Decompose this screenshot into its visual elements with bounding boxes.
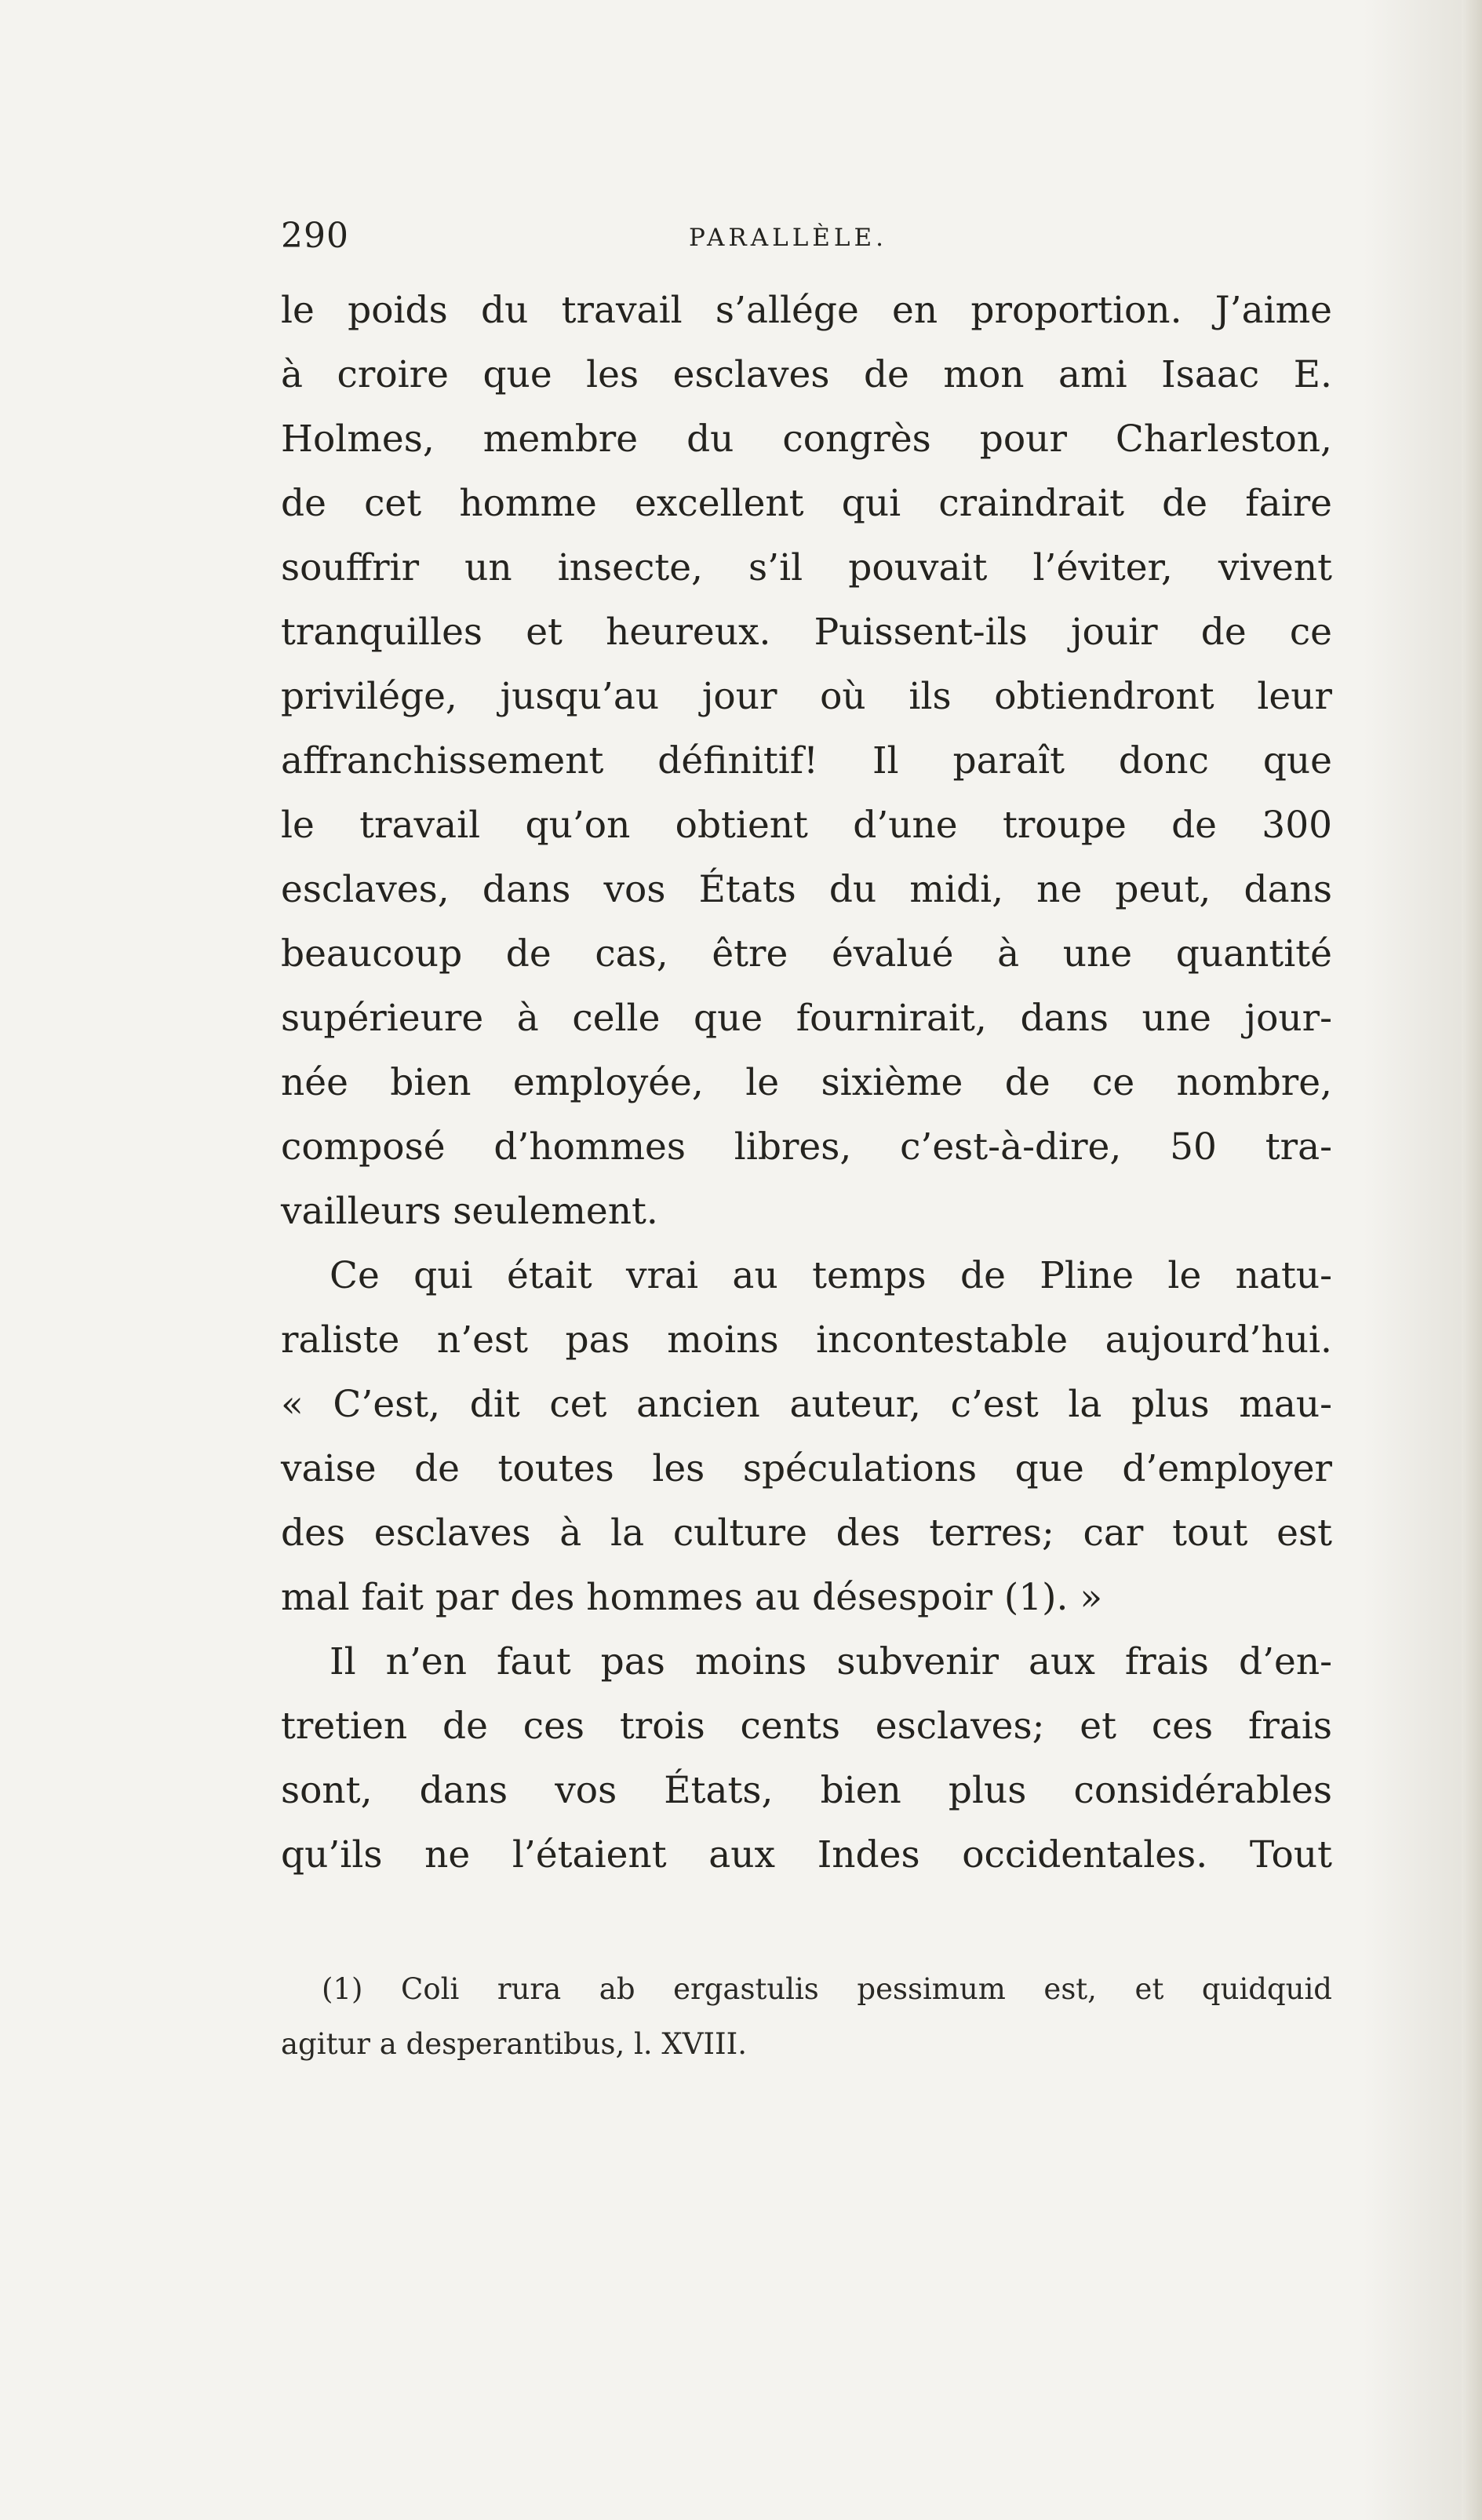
text-line: née bien employée, le sixième de ce nombre, — [281, 1061, 1332, 1104]
text-line: le poids du travail s’allége en proportion. J’aime — [281, 289, 1332, 332]
text-line: Holmes, membre du congrès pour Charleston, — [281, 418, 1332, 461]
text-line: « C’est, dit cet ancien auteur, c’est la plus mau- — [281, 1383, 1332, 1426]
page-edge — [1462, 0, 1482, 2520]
text-line: supérieure à celle que fournirait, dans une jour- — [281, 997, 1332, 1040]
text-line: vailleurs seulement. — [281, 1190, 658, 1233]
paragraph-start: Ce qui était vrai au temps de Pline le natu- — [330, 1254, 1332, 1297]
footnote-line: (1) Coli rura ab ergastulis pessimum est, et quidquid — [322, 1972, 1332, 2006]
text-line: mal fait par des hommes au désespoir (1). » — [281, 1576, 1103, 1619]
running-title: PARALLÈLE. — [689, 224, 887, 252]
text-line: affranchissement définitif! Il paraît donc que — [281, 739, 1332, 782]
text-line: des esclaves à la culture des terres; car tout est — [281, 1512, 1332, 1555]
text-line: raliste n’est pas moins incontestable aujourd’hui. — [281, 1318, 1332, 1362]
text-line: vaise de toutes les spéculations que d’employer — [281, 1447, 1332, 1490]
footnote-line: agitur a desperantibus, l. XVIII. — [281, 2027, 748, 2061]
text-line: beaucoup de cas, être évalué à une quantité — [281, 932, 1332, 976]
text-line: le travail qu’on obtient d’une troupe de 300 — [281, 804, 1332, 847]
text-line: qu’ils ne l’étaient aux Indes occidentales. Tout — [281, 1833, 1332, 1876]
running-head — [281, 216, 1332, 271]
text-line: esclaves, dans vos États du midi, ne peut, dans — [281, 868, 1332, 911]
text-line: composé d’hommes libres, c’est-à-dire, 50 tra- — [281, 1125, 1332, 1169]
text-line: de cet homme excellent qui craindrait de faire — [281, 482, 1332, 525]
body-text — [281, 279, 1332, 1887]
page-number: 290 — [281, 216, 349, 256]
text-line: à croire que les esclaves de mon ami Isaac E. — [281, 353, 1332, 396]
text-line: tretien de ces trois cents esclaves; et ces frais — [281, 1705, 1332, 1748]
text-line: sont, dans vos États, bien plus considérables — [281, 1769, 1332, 1812]
text-line: privilége, jusqu’au jour où ils obtiendront leur — [281, 675, 1332, 718]
text-line: tranquilles et heureux. Puissent-ils jouir de ce — [281, 611, 1332, 654]
text-line: souffrir un insecte, s’il pouvait l’éviter, vivent — [281, 546, 1332, 589]
footnote — [281, 1962, 1332, 2072]
paragraph-start: Il n’en faut pas moins subvenir aux frais d’en- — [330, 1640, 1332, 1683]
